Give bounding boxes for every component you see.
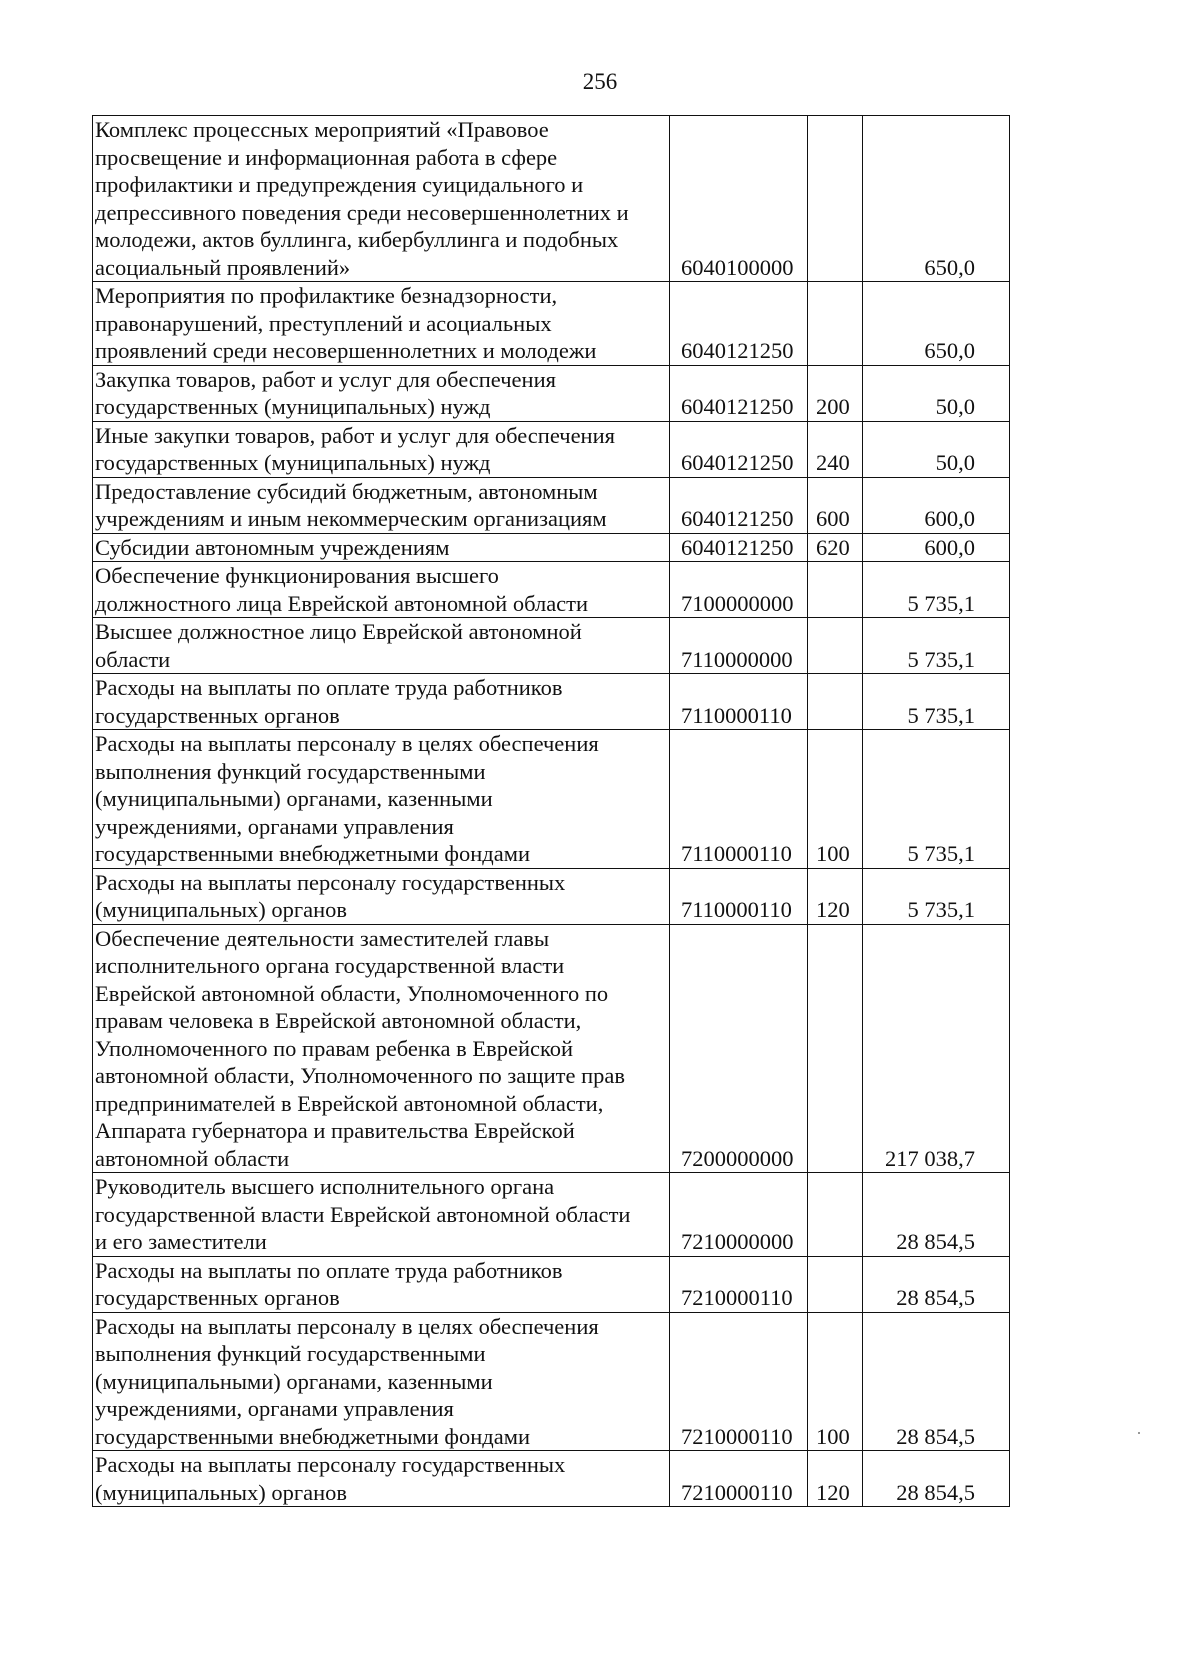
- row-amount: 5 735,1: [863, 730, 1010, 869]
- row-amount: 5 735,1: [863, 618, 1010, 674]
- row-name: Иные закупки товаров, работ и услуг для обеспечения государственных (муниципальных) нужд: [93, 421, 670, 477]
- row-name: Субсидии автономным учреждениям: [93, 533, 670, 562]
- row-type: 120: [808, 868, 863, 924]
- row-code: 7210000110: [670, 1451, 808, 1507]
- row-code: 7110000110: [670, 730, 808, 869]
- row-type: [808, 674, 863, 730]
- row-type: [808, 1256, 863, 1312]
- row-type: [808, 618, 863, 674]
- table-row: [93, 533, 1010, 562]
- row-amount: 5 735,1: [863, 562, 1010, 618]
- table-row: [93, 116, 1010, 282]
- row-type: [808, 282, 863, 366]
- row-code: 7110000000: [670, 618, 808, 674]
- row-code: 7210000110: [670, 1256, 808, 1312]
- row-code: 6040121250: [670, 533, 808, 562]
- row-name: Высшее должностное лицо Еврейской автономной области: [93, 618, 670, 674]
- row-code: 7110000110: [670, 674, 808, 730]
- table-row: [93, 924, 1010, 1173]
- row-code: 7200000000: [670, 924, 808, 1173]
- row-name: Комплекс процессных мероприятий «Правовое просвещение и информационная работа в сфере профилактики и предупреждения суицидального и депрессивного поведения среди несовершеннолетних и молодежи, актов буллинга, кибербуллинга и подобных асоциальный проявлений»: [93, 116, 670, 282]
- row-amount: 600,0: [863, 533, 1010, 562]
- row-type: 600: [808, 477, 863, 533]
- table-row: [93, 365, 1010, 421]
- table-row: [93, 868, 1010, 924]
- row-amount: 28 854,5: [863, 1451, 1010, 1507]
- row-name: Обеспечение функционирования высшего должностного лица Еврейской автономной области: [93, 562, 670, 618]
- budget-table: [92, 115, 1010, 1507]
- row-type: 100: [808, 730, 863, 869]
- row-type: 100: [808, 1312, 863, 1451]
- table-row: [93, 1173, 1010, 1257]
- table-row: [93, 282, 1010, 366]
- row-code: 7210000110: [670, 1312, 808, 1451]
- row-amount: 5 735,1: [863, 868, 1010, 924]
- row-amount: 650,0: [863, 116, 1010, 282]
- row-code: 6040100000: [670, 116, 808, 282]
- row-name: Расходы на выплаты персоналу государственных (муниципальных) органов: [93, 868, 670, 924]
- row-type: [808, 562, 863, 618]
- row-amount: 50,0: [863, 421, 1010, 477]
- row-code: 7110000110: [670, 868, 808, 924]
- row-code: 7100000000: [670, 562, 808, 618]
- row-name: Расходы на выплаты персоналу государственных (муниципальных) органов: [93, 1451, 670, 1507]
- row-amount: 5 735,1: [863, 674, 1010, 730]
- table-row: [93, 1256, 1010, 1312]
- row-type: [808, 924, 863, 1173]
- row-type: 240: [808, 421, 863, 477]
- page-number: 256: [582, 69, 618, 94]
- table-row: [93, 562, 1010, 618]
- row-amount: 28 854,5: [863, 1312, 1010, 1451]
- row-amount: 50,0: [863, 365, 1010, 421]
- row-type: [808, 1173, 863, 1257]
- row-code: 6040121250: [670, 421, 808, 477]
- table-row: [93, 730, 1010, 869]
- row-name: Руководитель высшего исполнительного органа государственной власти Еврейской автономной области и его заместители: [93, 1173, 670, 1257]
- row-name: Расходы на выплаты по оплате труда работников государственных органов: [93, 1256, 670, 1312]
- row-name: Закупка товаров, работ и услуг для обеспечения государственных (муниципальных) нужд: [93, 365, 670, 421]
- row-name: Обеспечение деятельности заместителей главы исполнительного органа государственной власти Еврейской автономной области, Уполномоченного по правам человека в Еврейской автономной области, Уполномоченного по правам ребенка в Еврейской автономной области, Уполномоченного по защите прав предпринимателей в Еврейской автономной области, Аппарата губернатора и правительства Еврейской автономной области: [93, 924, 670, 1173]
- table-row: [93, 421, 1010, 477]
- row-type: 200: [808, 365, 863, 421]
- table-row: [93, 674, 1010, 730]
- row-name: Расходы на выплаты персоналу в целях обеспечения выполнения функций государственными (муниципальными) органами, казенными учреждениями, органами управления государственными внебюджетными фондами: [93, 730, 670, 869]
- table-row: [93, 477, 1010, 533]
- row-name: Расходы на выплаты по оплате труда работников государственных органов: [93, 674, 670, 730]
- row-code: 6040121250: [670, 365, 808, 421]
- table-row: [93, 1451, 1010, 1507]
- row-amount: 28 854,5: [863, 1256, 1010, 1312]
- table-row: [93, 618, 1010, 674]
- row-type: [808, 116, 863, 282]
- row-name: Мероприятия по профилактике безнадзорности, правонарушений, преступлений и асоциальных проявлений среди несовершеннолетних и молодежи: [93, 282, 670, 366]
- row-code: 6040121250: [670, 282, 808, 366]
- row-type: 620: [808, 533, 863, 562]
- table-row: [93, 1312, 1010, 1451]
- row-amount: 217 038,7: [863, 924, 1010, 1173]
- row-code: 6040121250: [670, 477, 808, 533]
- row-amount: 600,0: [863, 477, 1010, 533]
- row-amount: 28 854,5: [863, 1173, 1010, 1257]
- row-name: Расходы на выплаты персоналу в целях обеспечения выполнения функций государственными (муниципальными) органами, казенными учреждениями, органами управления государственными внебюджетными фондами: [93, 1312, 670, 1451]
- row-code: 7210000000: [670, 1173, 808, 1257]
- scan-speck: [1138, 1432, 1140, 1434]
- row-amount: 650,0: [863, 282, 1010, 366]
- row-type: 120: [808, 1451, 863, 1507]
- row-name: Предоставление субсидий бюджетным, автономным учреждениям и иным некоммерческим организациям: [93, 477, 670, 533]
